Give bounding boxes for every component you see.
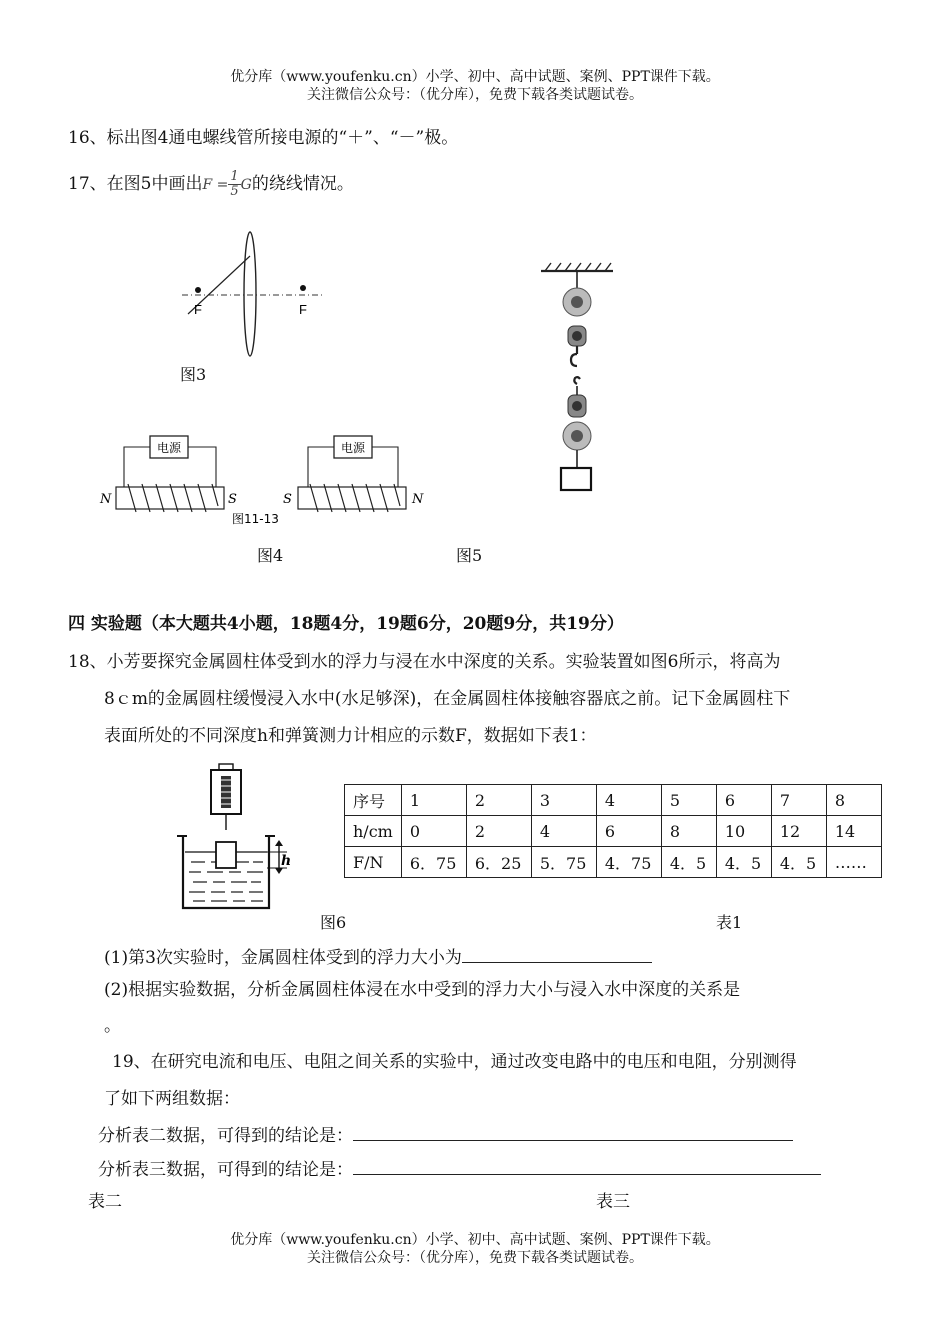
figure-3-lens [170,228,340,363]
sub-label: 图11-13 [232,512,279,526]
figure-6-apparatus [175,762,295,914]
question-16: 16、标出图4通电螺线管所接电源的“＋”、“－”极。 [68,128,459,148]
table-cell: 12 [771,816,826,847]
table-cell: 10 [716,816,771,847]
focus-point-right [300,285,306,291]
table-cell: 6．75 [401,847,466,878]
table-2-caption: 表二 [88,1192,122,1212]
h-label: h [281,853,292,869]
q18-sub-2: (2)根据实验数据，分析金属圆柱体浸在水中受到的浮力大小与浸入水中深度的关系是 [104,980,741,1000]
figure-3-caption: 图3 [180,365,207,384]
focus-label-right: F [299,302,307,317]
q19-analysis-2-text: 分析表二数据，可得到的结论是： [98,1126,353,1146]
header-line-1: 优分库（www.youfenku.cn）小学、初中、高中试题、案例、PPT课件下载。 [230,69,720,85]
pulley-block-bottom [568,377,586,417]
q19-analysis-2 [98,1122,793,1148]
table-cell: …… [826,847,881,878]
table-cell: h/cm [345,816,402,847]
q18-sub-2-end: 。 [104,1016,121,1036]
table-cell: 4．5 [771,847,826,878]
table-cell: 2 [466,785,531,816]
movable-pulley [563,422,591,468]
table-row [345,785,882,816]
q18-line-3: 表面所处的不同深度h和弹簧测力计相应的示数F，数据如下表1： [104,726,597,746]
table-cell: 3 [531,785,596,816]
power-label-right: 电源 [340,441,366,455]
section-4-heading: 四 实验题（本大题共4小题，18题4分，19题6分，20题9分，共19分） [68,614,624,634]
q18-sub-1-text: (1)第3次实验时，金属圆柱体受到的浮力大小为 [104,948,462,968]
q17-frac-num: 1 [230,169,239,184]
q17-fraction [228,170,240,199]
q19-analysis-3-text: 分析表三数据，可得到的结论是： [98,1160,353,1180]
metal-cylinder [216,842,236,868]
table-cell: 序号 [345,785,402,816]
figure-6-caption: 图6 [320,913,347,932]
q18-sub-1 [104,944,652,970]
depth-indicator [267,840,291,874]
table-cell: 5 [661,785,716,816]
figure-4-caption: 图4 [257,546,284,565]
solenoid-right [283,436,424,512]
table-cell: 8 [826,785,881,816]
table-cell: 4 [596,785,661,816]
header-line-2: 关注微信公众号：（优分库），免费下载各类试题试卷。 [307,87,643,103]
table-cell: 4．5 [716,847,771,878]
figure-5-pulleys [535,262,625,494]
footer-line-1: 优分库（www.youfenku.cn）小学、初中、高中试题、案例、PPT课件下载。 [230,1232,720,1248]
pole-right-s: S [283,492,292,507]
answer-blank-3[interactable] [353,1156,821,1175]
table-cell: 7 [771,785,826,816]
figure-4-solenoids [98,432,438,528]
convex-lens [244,232,256,356]
q19-line-2: 了如下两组数据： [104,1089,240,1109]
pole-right-n: N [412,492,424,507]
table-cell: 6．25 [466,847,531,878]
table-cell: 0 [401,816,466,847]
table-cell: 5．75 [531,847,596,878]
table-row [345,847,882,878]
q18-line-2: 8ｃm的金属圆柱缓慢浸入水中(水足够深)，在金属圆柱体接触容器底之前。记下金属圆柱下 [104,689,791,709]
q17-formula-lhs: F = [202,177,229,193]
weight-block [561,468,591,490]
q17-frac-den: 5 [230,184,239,199]
q18-line-1: 18、小芳要探究金属圆柱体受到水的浮力与浸在水中深度的关系。实验装置如图6所示，将高为 [68,652,781,672]
q17-formula-rhs: G [240,177,252,193]
question-17 [68,170,354,199]
focus-label-left: F [194,302,202,317]
table-cell: 4 [531,816,596,847]
table-cell: 14 [826,816,881,847]
pole-left-n: N [100,492,112,507]
table-cell: 4．5 [661,847,716,878]
table-1-caption: 表1 [716,913,743,932]
table-cell: 6 [716,785,771,816]
footer-line-2: 关注微信公众号：（优分库），免费下载各类试题试卷。 [307,1250,643,1266]
spring-scale [211,764,241,830]
q19-analysis-3 [98,1156,821,1182]
fixed-pulley-top [563,288,591,316]
table-cell: 8 [661,816,716,847]
answer-blank-1[interactable] [462,944,652,963]
table-cell: 2 [466,816,531,847]
focus-point-left [195,287,201,293]
pole-left-s: S [228,492,237,507]
power-label-left: 电源 [156,441,182,455]
table-cell: 1 [401,785,466,816]
pulley-block-top [568,326,586,366]
table-row [345,816,882,847]
q19-line-1: 19、在研究电流和电压、电阻之间关系的实验中，通过改变电路中的电压和电阻，分别测得 [112,1052,797,1072]
figure-5-caption: 图5 [456,546,483,565]
answer-blank-2[interactable] [353,1122,793,1141]
table-1 [344,784,882,878]
q17-suffix: 的绕线情况。 [251,174,354,194]
q17-prefix: 17、在图5中画出 [68,174,203,194]
table-cell: F/N [345,847,402,878]
table-cell: 4．75 [596,847,661,878]
table-3-caption: 表三 [596,1192,630,1212]
solenoid-left [99,436,279,526]
table-cell: 6 [596,816,661,847]
